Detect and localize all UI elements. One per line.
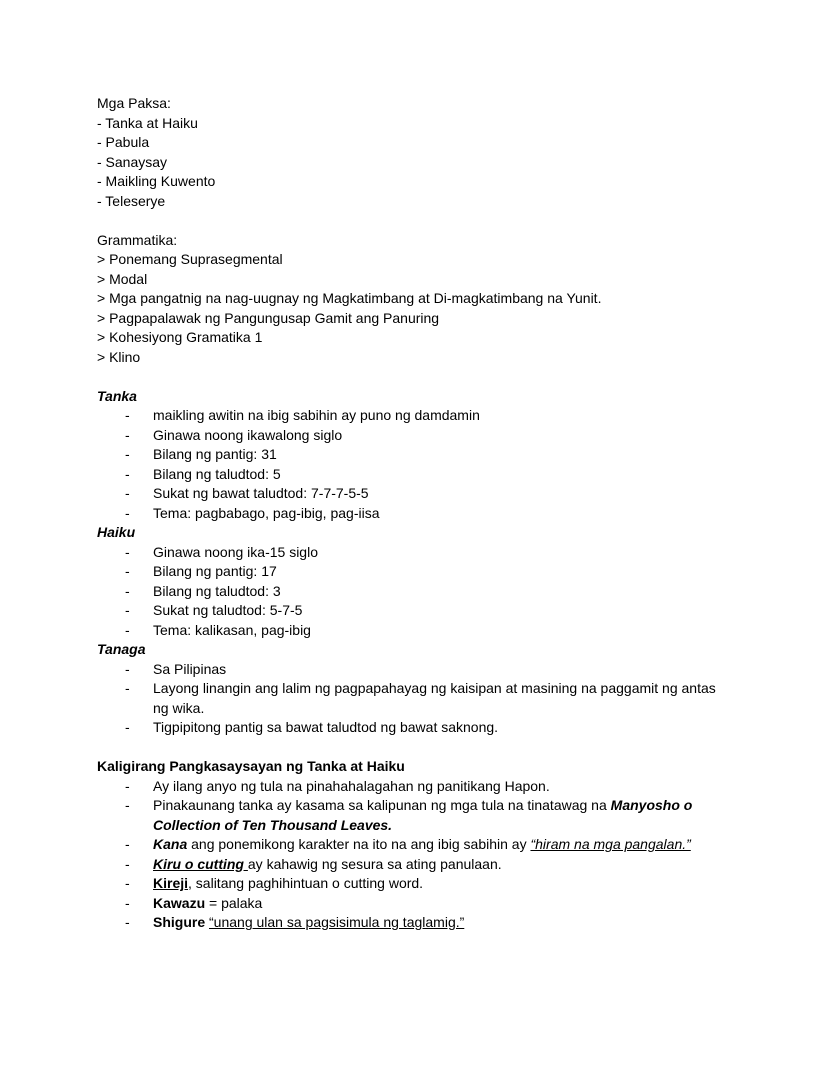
topic-item: - Maikling Kuwento — [97, 173, 216, 189]
quote-hiram: “hiram na mga pangalan.” — [530, 836, 691, 852]
topic-item: - Teleserye — [97, 192, 166, 209]
topics-heading: Mga Paksa: — [97, 95, 171, 111]
list-item — [125, 913, 731, 933]
list-item-text: Bilang ng pantig: 31 — [153, 446, 277, 462]
term-kireji: Kireji — [153, 875, 189, 891]
list-item — [125, 582, 731, 602]
list-item — [125, 621, 731, 641]
dash-marker: - — [125, 426, 130, 443]
text-segment: = palaka — [205, 894, 263, 911]
list-item-text: Layong linangin ang lalim ng pagpapahayag ng kaisipan at masining na paggamit ng antas ng wika. — [153, 680, 716, 716]
dash-marker: - — [125, 660, 130, 677]
list-item — [125, 562, 731, 582]
history-section — [97, 757, 731, 933]
dash-marker: - — [125, 719, 130, 735]
grammar-item: > Pagpapalawak ng Pangungusap Gamit ang Panuring — [97, 309, 440, 326]
text-segment: ang ponemikong karakter na ito na ang ibig sabihin ay — [187, 836, 531, 852]
list-item-text: Bilang ng taludtod: 3 — [153, 582, 281, 599]
list-item — [125, 601, 731, 621]
term-manyosho: Manyosho o Collection of Ten Thousand Leaves. — [153, 797, 693, 833]
tanka-list — [97, 406, 731, 523]
list-item-text: Bilang ng taludtod: 5 — [153, 465, 281, 482]
list-item — [125, 504, 731, 524]
dash-marker: - — [125, 582, 130, 599]
dash-marker: - — [125, 485, 130, 501]
dash-marker: - — [125, 621, 130, 638]
list-item-text: Tema: kalikasan, pag-ibig — [153, 621, 311, 638]
dash-marker: - — [125, 543, 130, 560]
tanka-heading: Tanka — [97, 387, 137, 404]
grammar-item: > Kohesiyong Gramatika 1 — [97, 329, 263, 345]
history-heading: Kaligirang Pangkasaysayan ng Tanka at Haiku — [97, 758, 405, 774]
topics-section — [97, 94, 731, 211]
term-shigure: Shigure — [153, 914, 210, 930]
list-item-text: Ginawa noong ikawalong siglo — [153, 426, 343, 443]
text-segment: , salitang paghihintuan o cutting word. — [188, 875, 424, 891]
haiku-list — [97, 543, 731, 641]
grammar-section — [97, 231, 731, 368]
list-item — [125, 874, 731, 894]
grammar-item: > Klino — [97, 348, 141, 365]
list-item-text: Sukat ng taludtod: 5-7-5 — [153, 602, 303, 618]
quote-shigure: “unang ulan sa pagsisimula ng taglamig.” — [209, 914, 465, 930]
dash-marker: - — [125, 797, 130, 813]
term-kawazu: Kawazu — [153, 894, 206, 911]
dash-marker: - — [125, 914, 130, 930]
term-kiru: Kiru o cutting — [153, 855, 248, 872]
dash-marker: - — [125, 407, 130, 423]
list-item — [125, 894, 731, 914]
list-item — [125, 465, 731, 485]
dash-marker: - — [125, 836, 130, 852]
list-item-text: Sukat ng bawat taludtod: 7-7-7-5-5 — [153, 485, 369, 501]
topic-item: - Pabula — [97, 134, 150, 150]
grammar-heading: Grammatika: — [97, 231, 178, 248]
dash-marker: - — [125, 777, 130, 794]
list-item-text: Tigpipitong pantig sa bawat taludtod ng bawat saknong. — [153, 719, 499, 735]
list-item-text: Tema: pagbabago, pag-ibig, pag-iisa — [153, 504, 380, 521]
list-item-text — [153, 894, 731, 914]
tanaga-heading: Tanaga — [97, 641, 146, 657]
list-item-text — [153, 855, 731, 875]
list-item-text: maikling awitin na ibig sabihin ay puno ng damdamin — [153, 407, 480, 423]
list-item-text — [153, 913, 731, 933]
dash-marker: - — [125, 894, 130, 911]
list-item-text — [153, 796, 731, 835]
list-item — [125, 718, 731, 738]
text-segment: Ay ilang anyo ng tula na pinahahalagahan ng panitikang Hapon. — [153, 777, 550, 794]
list-item-text — [153, 874, 731, 894]
dash-marker: - — [125, 446, 130, 462]
grammar-item: > Mga pangatnig na nag-uugnay ng Magkatimbang at Di-magkatimbang na Yunit. — [97, 290, 602, 306]
text-segment: Pinakaunang tanka ay kasama sa kalipunan ng mga tula na tinatawag na — [153, 797, 611, 813]
list-item — [125, 406, 731, 426]
list-item — [125, 660, 731, 680]
term-kana: Kana — [153, 836, 188, 852]
list-item — [125, 796, 731, 835]
list-item — [125, 543, 731, 563]
list-item — [125, 855, 731, 875]
dash-marker: - — [125, 875, 130, 891]
text-segment: ay kahawig ng sesura sa ating panulaan. — [247, 855, 502, 872]
dash-marker: - — [125, 680, 130, 696]
topic-item: - Tanka at Haiku — [97, 114, 198, 131]
dash-marker: - — [125, 563, 130, 579]
list-item — [125, 426, 731, 446]
tanaga-list — [97, 660, 731, 738]
grammar-item: > Modal — [97, 270, 148, 287]
grammar-item: > Ponemang Suprasegmental — [97, 251, 283, 267]
haiku-heading: Haiku — [97, 524, 136, 540]
list-item — [125, 835, 731, 855]
dash-marker: - — [125, 602, 130, 618]
list-item-text — [153, 777, 731, 797]
list-item — [125, 445, 731, 465]
list-item — [125, 679, 731, 718]
list-item-text: Ginawa noong ika-15 siglo — [153, 543, 318, 560]
list-item — [125, 484, 731, 504]
dash-marker: - — [125, 465, 130, 482]
history-list — [97, 777, 731, 933]
list-item-text: Bilang ng pantig: 17 — [153, 563, 277, 579]
dash-marker: - — [125, 855, 130, 872]
topic-item: - Sanaysay — [97, 153, 168, 170]
list-item — [125, 777, 731, 797]
poem-forms-section — [97, 387, 731, 738]
list-item-text — [153, 835, 731, 855]
list-item-text: Sa Pilipinas — [153, 660, 227, 677]
dash-marker: - — [125, 504, 130, 521]
